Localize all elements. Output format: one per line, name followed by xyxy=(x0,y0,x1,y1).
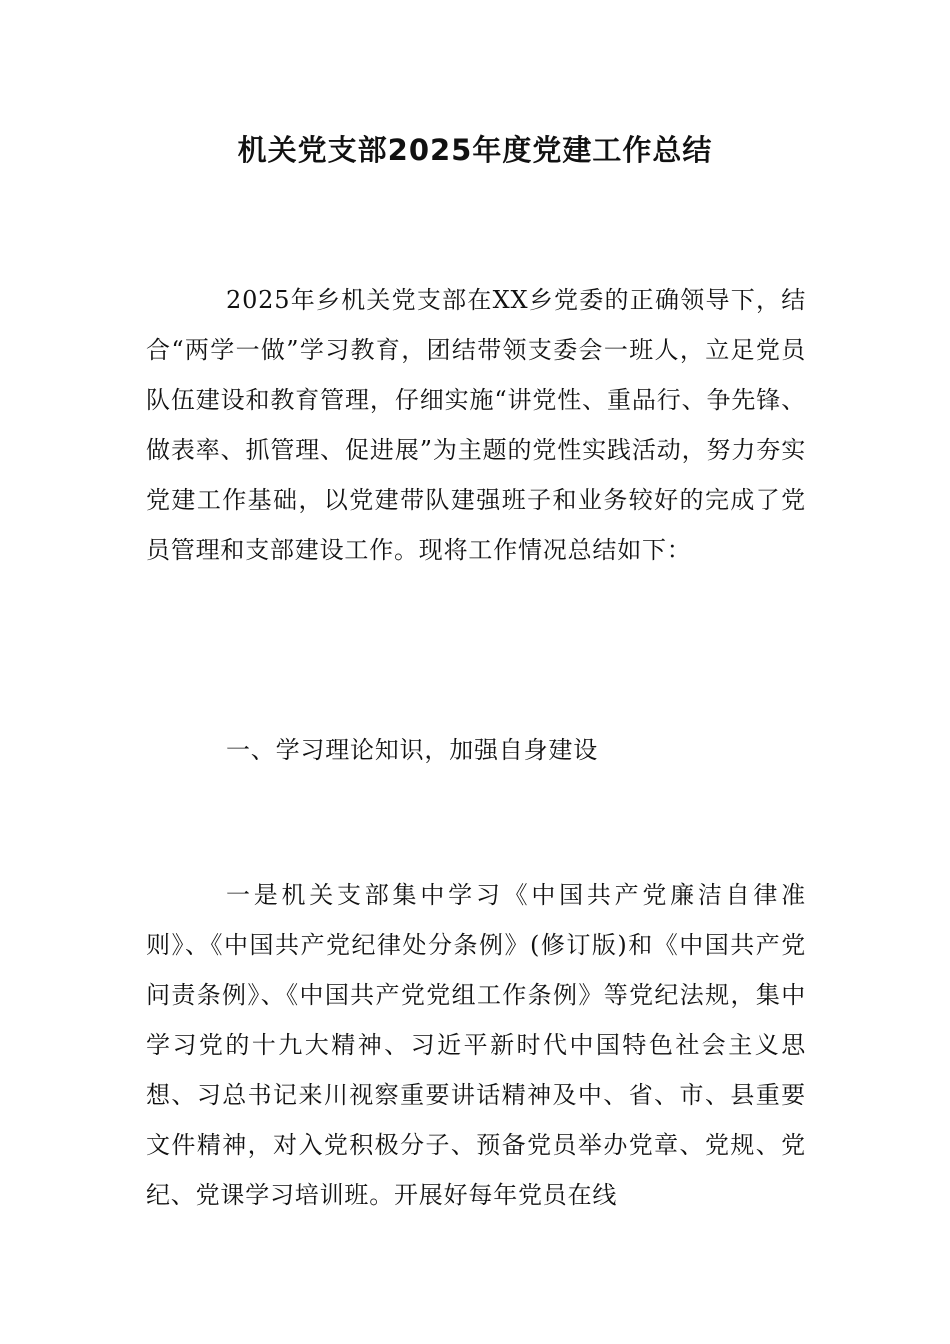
intro-paragraph: 2025年乡机关党支部在XX乡党委的正确领导下，结合“两学一做”学习教育，团结带领支委会一班人，立足党员队伍建设和教育管理，仔细实施“讲党性、重品行、争先锋、做表率、抓管理、促进展”为主题的党性实践活动，努力夯实党建工作基础，以党建带队建强班子和业务较好的完成了党员管理和支部建设工作。现将工作情况总结如下： xyxy=(146,286,806,564)
section-heading-1: 一、学习理论知识，加强自身建设 xyxy=(226,736,598,764)
section-1-paragraph: 一是机关支部集中学习《中国共产党廉洁自律准则》、《中国共产党纪律处分条例》(修订版)和《中国共产党问责条例》、《中国共产党党组工作条例》等党纪法规，集中学习党的十九大精神、习近平新时代中国特色社会主义思想、习总书记来川视察重要讲话精神及中、省、市、县重要文件精神，对入党积极分子、预备党员举办党章、党规、党纪、党课学习培训班。开展好每年党员在线 xyxy=(146,881,806,1209)
document-title: 机关党支部2025年度党建工作总结 xyxy=(237,133,713,167)
